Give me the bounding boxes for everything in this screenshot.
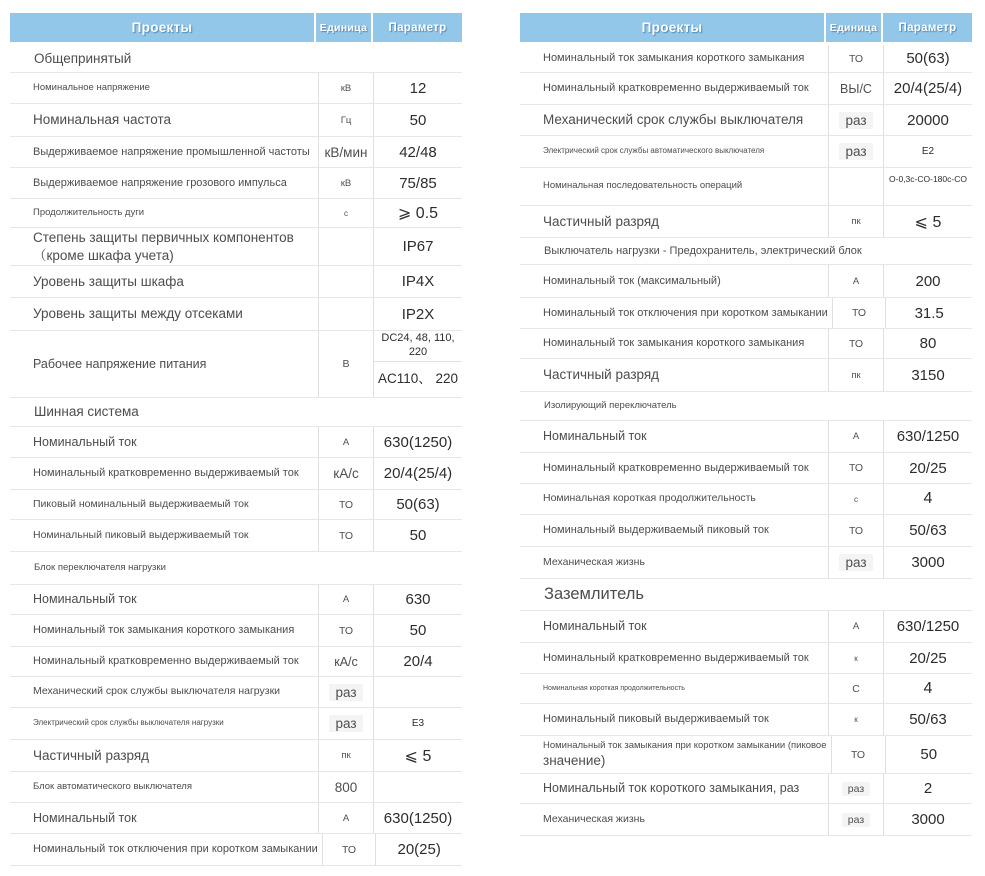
spec-unit-text: к <box>854 715 858 724</box>
spec-unit-text: ТО <box>341 843 357 856</box>
spec-unit-text: раз <box>839 554 872 571</box>
column-header-projects: Проекты <box>10 13 314 42</box>
spec-label <box>520 298 832 328</box>
spec-row <box>10 458 462 490</box>
spec-unit <box>831 736 885 773</box>
spec-label <box>10 199 318 227</box>
spec-label <box>10 331 318 397</box>
spec-unit-text: кВ <box>340 177 352 189</box>
spec-label-text: Номинальный пиковый выдерживаемый ток <box>543 713 769 726</box>
spec-unit-text: пк <box>341 750 351 761</box>
spec-value <box>373 677 462 707</box>
spec-unit <box>828 804 883 835</box>
spec-label-text: Номинальный ток <box>543 619 647 634</box>
spec-unit-text: пк <box>851 216 861 227</box>
spec-label-text: Номинальный ток <box>33 592 137 607</box>
spec-value: 4 <box>883 484 972 514</box>
spec-row <box>520 484 972 515</box>
spec-label-text: Номинальный кратковременно выдерживаемый ток <box>33 467 299 480</box>
spec-row <box>10 585 462 615</box>
section-row <box>520 238 972 265</box>
spec-unit-text: А <box>852 275 860 287</box>
spec-unit-text: ТО <box>850 748 866 761</box>
spec-unit <box>318 137 373 167</box>
spec-unit-text: раз <box>329 684 362 701</box>
spec-label-text: Номинальный ток короткого замыкания, раз <box>543 781 800 796</box>
spec-label-text: Электрический срок службы выключателя нагрузки <box>33 718 224 728</box>
spec-value: 630(1250) <box>373 427 462 457</box>
spec-label <box>10 520 318 551</box>
spec-value: 630/1250 <box>883 611 972 642</box>
spec-value: 20/25 <box>883 453 972 483</box>
spec-label <box>520 579 972 610</box>
spec-unit <box>318 73 373 103</box>
spec-unit <box>318 427 373 457</box>
spec-label <box>520 736 831 773</box>
spec-row <box>10 104 462 137</box>
spec-row <box>520 611 972 643</box>
spec-label <box>520 73 828 104</box>
spec-unit <box>828 643 883 673</box>
spec-label <box>520 547 828 578</box>
spec-row <box>520 515 972 547</box>
spec-unit-text: А <box>852 431 860 442</box>
spec-unit <box>828 421 883 452</box>
spec-label <box>520 611 828 642</box>
spec-label <box>10 803 318 833</box>
spec-unit <box>318 266 373 297</box>
spec-row <box>520 45 972 73</box>
spec-label-text: Механический срок службы выключателя нагрузки <box>33 685 281 698</box>
spec-row <box>10 615 462 647</box>
spec-label <box>520 168 828 205</box>
spec-row <box>520 774 972 804</box>
spec-row <box>520 547 972 579</box>
spec-unit-text: раз <box>842 782 870 796</box>
spec-label <box>10 647 318 676</box>
spec-unit-text: 800 <box>334 779 358 795</box>
spec-row <box>10 168 462 199</box>
spec-label <box>520 45 828 72</box>
spec-label-text: Номинальная последовательность операций <box>543 180 743 192</box>
spec-row <box>10 298 462 331</box>
spec-label <box>10 677 318 707</box>
spec-label-text: Выдерживаемое напряжение промышленной частоты <box>33 145 310 158</box>
spec-unit <box>828 704 883 735</box>
spec-label <box>10 427 318 457</box>
spec-unit <box>318 331 373 397</box>
spec-row <box>520 421 972 453</box>
column-header-projects: Проекты <box>520 13 824 42</box>
spec-label <box>10 73 318 103</box>
spec-value: 20/4 <box>373 647 462 676</box>
spec-label-text: Номинальный ток отключения при коротком замыкании <box>33 843 318 856</box>
spec-value <box>373 331 462 397</box>
spec-value: 630(1250) <box>373 803 462 833</box>
column-header-parameter: Параметр <box>883 13 972 42</box>
spec-unit <box>318 104 373 136</box>
spec-unit <box>828 105 883 135</box>
spec-unit-text: с <box>854 494 858 504</box>
spec-label <box>520 484 828 514</box>
spec-label-text: Изолирующий переключатель <box>544 399 677 411</box>
spec-row <box>10 834 462 866</box>
spec-unit <box>318 803 373 833</box>
spec-unit <box>318 677 373 707</box>
spec-label <box>10 585 318 614</box>
spec-unit-text: ТО <box>848 52 864 65</box>
spec-label-text: Номинальная частота <box>33 112 172 128</box>
spec-label <box>520 674 828 703</box>
spec-unit <box>828 45 883 72</box>
spec-unit <box>828 168 883 205</box>
spec-label <box>10 266 318 297</box>
spec-row <box>10 199 462 228</box>
spec-row <box>520 736 972 774</box>
spec-label <box>10 228 318 265</box>
spec-unit-text: В <box>342 358 350 370</box>
spec-unit <box>318 708 373 739</box>
spec-value: IP2X <box>373 298 462 330</box>
spec-value: 50(63) <box>883 45 972 72</box>
spec-value: 630/1250 <box>883 421 972 452</box>
spec-label-text: Номинальное напряжение <box>33 81 150 93</box>
spec-value: IP4X <box>373 266 462 297</box>
spec-unit-text: ТО <box>848 337 864 350</box>
spec-row <box>10 137 462 168</box>
spec-row <box>10 331 462 398</box>
spec-label <box>520 804 828 835</box>
spec-unit <box>828 547 883 578</box>
spec-unit-text: пк <box>851 369 861 381</box>
spec-label-text: Степень защиты первичных компонентов <box>33 229 294 245</box>
spec-label-text: Номинальный пиковый выдерживаемый ток <box>33 528 249 541</box>
spec-label <box>520 136 828 167</box>
spec-label-text: Продолжительность дуги <box>33 206 144 218</box>
section-row <box>10 552 462 585</box>
spec-unit <box>318 647 373 676</box>
spec-label-text: Номинальный ток замыкания короткого замыкания <box>543 52 805 65</box>
spec-value: 3000 <box>883 547 972 578</box>
spec-label-text: Частичный разряд <box>543 367 660 383</box>
table-rows <box>10 45 462 866</box>
spec-row <box>520 453 972 484</box>
spec-label <box>10 137 318 167</box>
spec-row <box>520 298 972 329</box>
spec-value: ⩾ 0.5 <box>373 199 462 227</box>
spec-label-text: Выключатель нагрузки - Предохранитель, электрический блок <box>544 244 862 257</box>
spec-label <box>520 453 828 483</box>
spec-row <box>10 708 462 740</box>
spec-row <box>10 647 462 677</box>
column-header-parameter: Параметр <box>373 13 462 42</box>
spec-label-text: Рабочее напряжение питания <box>33 356 207 371</box>
spec-value: 50 <box>885 736 972 773</box>
spec-value: 50 <box>373 520 462 551</box>
spec-unit-text: ТО <box>338 498 354 511</box>
spec-value: 75/85 <box>373 168 462 198</box>
spec-row <box>10 490 462 520</box>
spec-unit <box>828 453 883 483</box>
spec-label <box>10 615 318 646</box>
spec-label-text: Блок переключателя нагрузки <box>34 561 166 573</box>
spec-value: 20/4(25/4) <box>373 458 462 489</box>
spec-label <box>10 298 318 330</box>
spec-unit-text: А <box>852 621 860 632</box>
spec-label <box>520 515 828 546</box>
table-header <box>10 13 462 42</box>
spec-label-text-line2: значение) <box>543 752 606 768</box>
spec-row <box>520 643 972 674</box>
spec-label-text: Номинальный кратковременно выдерживаемый ток <box>33 655 299 668</box>
spec-label <box>10 772 318 802</box>
spec-value: 4 <box>883 674 972 703</box>
spec-label <box>10 490 318 519</box>
spec-label <box>520 774 828 803</box>
spec-value: 50/63 <box>883 704 972 735</box>
spec-label <box>520 238 972 264</box>
spec-label-text: Частичный разряд <box>543 213 660 229</box>
spec-label-text: Выдерживаемое напряжение грозового импульса <box>33 176 287 189</box>
spec-unit <box>318 490 373 519</box>
spec-row <box>10 228 462 266</box>
spec-unit <box>322 834 376 865</box>
spec-row <box>10 803 462 834</box>
spec-label-text: Механический срок службы выключателя <box>543 112 804 128</box>
spec-label <box>520 643 828 673</box>
spec-unit-text: к <box>854 653 858 663</box>
spec-label-text: Номинальный кратковременно выдерживаемый ток <box>543 461 809 474</box>
spec-value: 20/25 <box>883 643 972 673</box>
spec-row <box>520 168 972 206</box>
column-header-unit: Единица <box>316 13 371 42</box>
spec-unit <box>318 740 373 771</box>
spec-value: 2 <box>883 774 972 803</box>
spec-unit <box>828 515 883 546</box>
spec-unit <box>318 228 373 265</box>
spec-unit-text: ТО <box>338 624 354 637</box>
spec-unit <box>318 298 373 330</box>
spec-row <box>520 73 972 105</box>
spec-label <box>520 105 828 135</box>
section-row <box>520 392 972 421</box>
spec-label-text-line2: （кроме шкафа учета) <box>33 247 174 263</box>
spec-unit <box>828 674 883 703</box>
spec-label <box>520 206 828 237</box>
spec-label-text: Шинная система <box>34 404 139 420</box>
spec-label-text: Номинальный ток отключения при коротком замыкании <box>543 306 828 319</box>
spec-label <box>10 168 318 198</box>
spec-value-line: AC110、 220 <box>377 371 459 387</box>
spec-unit-text: ТО <box>851 307 867 319</box>
spec-label-text: Механическая жизнь <box>543 555 645 568</box>
spec-label-text: Номинальный ток (максимальный) <box>543 274 721 287</box>
spec-value: 50/63 <box>883 515 972 546</box>
spec-value-line: DC24, 48, 110, 220 <box>374 331 462 362</box>
spec-value: 3150 <box>883 359 972 391</box>
section-row <box>10 45 462 73</box>
spec-label-text: Электрический срок службы автоматического выключателя <box>543 146 765 156</box>
section-row <box>10 398 462 427</box>
spec-label <box>10 834 322 865</box>
spec-unit-text: Гц <box>340 114 352 126</box>
spec-table-right <box>520 13 972 836</box>
spec-label-text: Заземлитель <box>544 584 644 603</box>
spec-value: 3000 <box>883 804 972 835</box>
spec-label <box>520 329 828 358</box>
spec-unit-text: раз <box>839 143 872 160</box>
spec-row <box>520 105 972 136</box>
spec-unit-text: ВЫ/С <box>840 81 872 96</box>
spec-label-text: Механическая жизнь <box>543 812 645 825</box>
spec-row <box>10 677 462 708</box>
spec-unit-text: А <box>342 812 350 824</box>
column-header-unit: Единица <box>826 13 881 42</box>
spec-row <box>10 520 462 552</box>
spec-label-text: Номинальная короткая продолжительность <box>543 684 685 692</box>
spec-value: 20(25) <box>375 834 462 865</box>
spec-label <box>520 265 828 297</box>
spec-row <box>520 329 972 359</box>
spec-label-text: Уровень защиты между отсеками <box>33 306 243 322</box>
spec-label-text: Номинальный кратковременно выдерживаемый ток <box>543 651 809 664</box>
spec-unit <box>318 458 373 489</box>
spec-unit <box>828 359 883 391</box>
spec-label-text: Пиковый номинальный выдерживаемый ток <box>33 497 249 510</box>
spec-label-text: Номинальный ток замыкания короткого замыкания <box>33 624 295 637</box>
spec-unit <box>828 329 883 358</box>
spec-unit <box>318 199 373 227</box>
spec-label-text: Номинальный выдерживаемый пиковый ток <box>543 524 769 537</box>
spec-label-text: Номинальный кратковременно выдерживаемый ток <box>543 82 809 95</box>
spec-value: 12 <box>373 73 462 103</box>
spec-label <box>10 552 462 584</box>
spec-unit <box>318 615 373 646</box>
spec-value: 50(63) <box>373 490 462 519</box>
spec-unit-text: С <box>852 682 860 695</box>
spec-label-text: Номинальный ток замыкания короткого замыкания <box>543 337 805 350</box>
spec-value: IP67 <box>373 228 462 265</box>
spec-unit-text: ТО <box>338 529 354 542</box>
spec-label <box>520 392 972 420</box>
spec-value: 20000 <box>883 105 972 135</box>
spec-unit-text: раз <box>842 813 870 827</box>
table-header <box>520 13 972 42</box>
spec-table-left <box>10 13 462 866</box>
spec-unit-text: с <box>344 208 348 218</box>
spec-label-text: Блок автоматического выключателя <box>33 780 192 792</box>
spec-unit <box>828 73 883 104</box>
spec-row <box>10 427 462 458</box>
spec-label-text: Уровень защиты шкафа <box>33 273 184 289</box>
spec-label-text: Номинальный ток замыкания при коротком замыкании (пиковое <box>543 739 827 751</box>
spec-value: O-0,3c-CO-180c-CO <box>883 168 972 205</box>
spec-row <box>10 772 462 803</box>
spec-unit <box>832 298 886 328</box>
spec-unit <box>828 611 883 642</box>
spec-value: 80 <box>883 329 972 358</box>
spec-unit-text: кА/с <box>334 654 358 669</box>
spec-unit <box>828 774 883 803</box>
spec-unit <box>318 772 373 802</box>
spec-row <box>520 136 972 168</box>
spec-value <box>373 772 462 802</box>
spec-value: 42/48 <box>373 137 462 167</box>
spec-label <box>10 740 318 771</box>
spec-unit-text: кА/с <box>333 466 359 481</box>
spec-label <box>520 704 828 735</box>
spec-label-text: Общепринятый <box>34 50 132 66</box>
spec-row <box>520 674 972 704</box>
spec-value: 50 <box>373 104 462 136</box>
spec-unit <box>828 265 883 297</box>
spec-label <box>10 398 462 426</box>
spec-unit-text: кВ <box>340 82 352 94</box>
spec-label <box>10 708 318 739</box>
spec-value: 200 <box>883 265 972 297</box>
spec-unit-text: А <box>342 436 350 448</box>
spec-label <box>520 421 828 452</box>
spec-unit-text: раз <box>839 112 872 129</box>
spec-row <box>520 206 972 238</box>
spec-row <box>10 73 462 104</box>
spec-value: 630 <box>373 585 462 614</box>
spec-unit <box>828 206 883 237</box>
section-row <box>520 579 972 611</box>
spec-label-text: Номинальный ток <box>543 429 647 444</box>
spec-value: 20/4(25/4) <box>883 73 972 104</box>
spec-row <box>520 265 972 298</box>
spec-unit-text: ТО <box>848 462 864 474</box>
table-rows <box>520 45 972 836</box>
spec-unit-text: ТО <box>848 524 864 537</box>
spec-unit-text: кВ/мин <box>324 144 368 160</box>
spec-value: E3 <box>373 708 462 739</box>
spec-unit <box>828 484 883 514</box>
spec-label <box>10 458 318 489</box>
spec-label <box>520 359 828 391</box>
spec-label-text: Номинальный ток <box>33 810 137 825</box>
spec-unit <box>318 168 373 198</box>
spec-value: ⩽ 5 <box>883 206 972 237</box>
spec-label <box>10 45 462 72</box>
spec-row <box>10 740 462 772</box>
spec-label-text: Частичный разряд <box>33 747 150 763</box>
spec-unit <box>828 136 883 167</box>
spec-row <box>520 359 972 392</box>
spec-unit-text: раз <box>329 715 362 732</box>
spec-label-text: Номинальная короткая продолжительность <box>543 492 756 505</box>
spec-value: 50 <box>373 615 462 646</box>
spec-value: 31.5 <box>885 298 972 328</box>
spec-value: E2 <box>883 136 972 167</box>
spec-label <box>10 104 318 136</box>
spec-label-text: Номинальный ток <box>33 434 137 449</box>
spec-row <box>10 266 462 298</box>
spec-value: ⩽ 5 <box>373 740 462 771</box>
spec-row <box>520 804 972 836</box>
spec-unit <box>318 520 373 551</box>
spec-unit <box>318 585 373 614</box>
spec-unit-text: А <box>342 594 350 605</box>
spec-row <box>520 704 972 736</box>
